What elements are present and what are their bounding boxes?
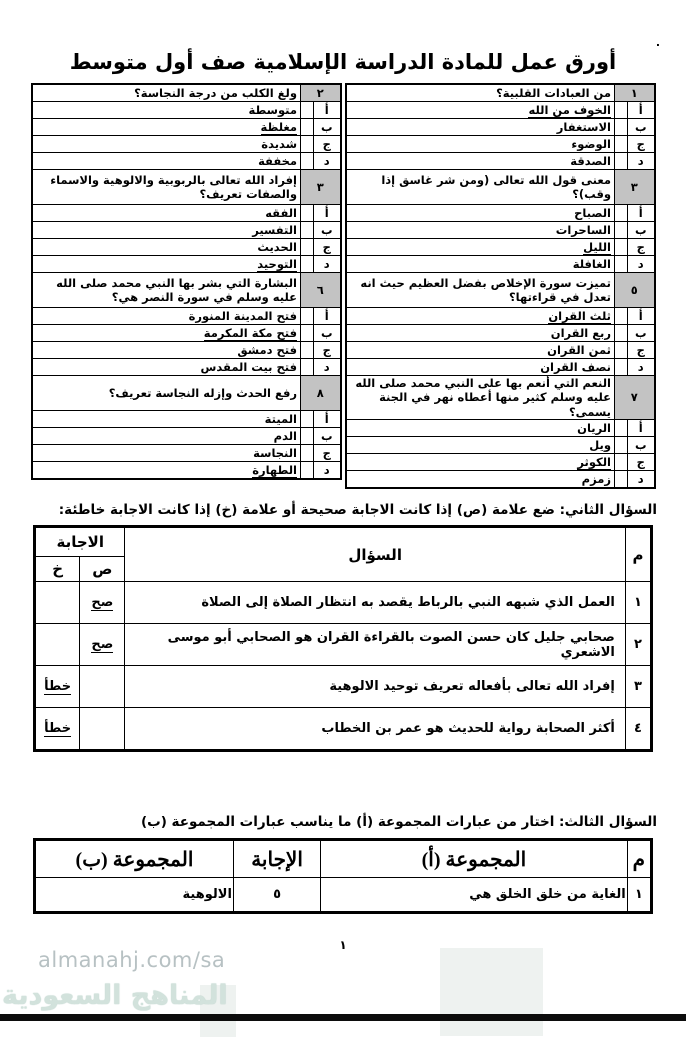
corner-mark: . [655, 36, 660, 49]
option-mark-cell [615, 454, 628, 471]
option-text-label: الاستغفار [556, 119, 611, 134]
option-text-label: مخففة [258, 153, 297, 168]
option-mark-cell [301, 153, 314, 170]
option-mark-cell [615, 153, 628, 170]
tf-mark-correct [80, 582, 125, 624]
option-letter: أ [628, 102, 655, 119]
question-number: ٢ [301, 84, 341, 102]
option-mark-cell [301, 308, 314, 325]
tf-header-correct: ص [80, 557, 125, 582]
option-mark-cell [301, 239, 314, 256]
option-letter: د [314, 153, 341, 170]
mcq-option-row [346, 471, 655, 489]
tf-row [35, 624, 652, 666]
option-text-label: الساحرات [555, 222, 611, 237]
mcq-table-left [31, 83, 342, 480]
mcq-question-row [32, 273, 341, 308]
option-letter: ب [314, 428, 341, 445]
section2-heading: السؤال الثاني: ضع علامة (ص) إذا كانت الاجابة صحيحة أو علامة (خ) إذا كانت الاجابة خاطئة: [58, 502, 657, 519]
option-text-label: التوحيد [257, 256, 297, 271]
option-text-label: الوضوء [571, 136, 611, 151]
option-letter: ج [314, 342, 341, 359]
option-mark-cell [301, 342, 314, 359]
question-number: ٣ [615, 170, 655, 205]
option-text [32, 411, 301, 428]
option-text [32, 325, 301, 342]
option-letter: ب [628, 222, 655, 239]
tf-mark-correct [80, 624, 125, 666]
option-text-label: فتح المدينة المنورة [188, 308, 297, 323]
option-text [32, 308, 301, 325]
option-mark-cell [615, 119, 628, 136]
mcq-option-row [346, 205, 655, 222]
option-letter: ج [314, 445, 341, 462]
tf-mark-wrong [35, 666, 80, 708]
tf-question-text: صحابي جليل كان حسن الصوت بالقراءة القران هو الصحابي أبو موسى الاشعري [125, 624, 625, 666]
tf-header-question: السؤال [125, 527, 625, 582]
section3-heading: السؤال الثالث: اختار من عبارات المجموعة (أ) ما يناسب عبارات المجموعة (ب) [140, 814, 657, 831]
mcq-option-row [32, 239, 341, 256]
option-text [32, 222, 301, 239]
match-row-number: ١ [627, 878, 651, 913]
option-text [32, 256, 301, 273]
option-text-label: مغلظة [260, 119, 297, 134]
question-number: ٣ [301, 170, 341, 205]
mcq-option-row [32, 256, 341, 273]
option-letter: ج [314, 239, 341, 256]
option-text [346, 102, 615, 119]
question-text: النعم التي أنعم بها على النبي محمد صلى الله عليه وسلم كثير منها أعطاه نهر في الجنة يسمى؟ [346, 376, 615, 420]
mcq-option-row [32, 462, 341, 480]
watermark-brand-logo: المناهج السعودية [2, 980, 228, 1011]
option-letter: ب [628, 325, 655, 342]
tf-mark-correct [80, 666, 125, 708]
option-mark-cell [615, 471, 628, 489]
option-text-label: النجاسة [253, 445, 297, 460]
question-number: ٦ [301, 273, 341, 308]
mcq-option-row [346, 153, 655, 170]
tf-header-answer: الاجابة [35, 527, 125, 557]
option-letter: ب [314, 325, 341, 342]
option-text-label: الصباح [574, 205, 611, 220]
mcq-table-right [345, 83, 656, 489]
option-letter: ب [314, 119, 341, 136]
option-text [32, 342, 301, 359]
option-text [346, 342, 615, 359]
tf-row-number: ٤ [625, 708, 651, 751]
mcq-option-row [346, 437, 655, 454]
option-mark-cell [615, 342, 628, 359]
tf-row [35, 666, 652, 708]
tf-mark-correct [80, 708, 125, 751]
option-text [346, 437, 615, 454]
option-mark-cell [615, 256, 628, 273]
option-text-label: ربع القران [550, 325, 611, 340]
match-answer-value: ٥ [233, 878, 320, 913]
option-mark-cell [615, 102, 628, 119]
tf-row [35, 582, 652, 624]
tf-mark-label: خطأ [44, 679, 72, 695]
match-header-group-b: المجموعة (ب) [35, 840, 234, 878]
option-mark-cell [615, 205, 628, 222]
mcq-option-row [346, 239, 655, 256]
option-mark-cell [615, 222, 628, 239]
option-text [32, 102, 301, 119]
tf-question-text: أكثر الصحابة رواية للحديث هو عمر بن الخطاب [125, 708, 625, 751]
tf-mark-wrong [35, 708, 80, 751]
option-text [32, 428, 301, 445]
question-text: من العبادات القلبية؟ [346, 84, 615, 102]
mcq-option-row [32, 119, 341, 136]
mcq-option-row [346, 256, 655, 273]
mcq-option-row [32, 359, 341, 376]
option-letter: د [628, 153, 655, 170]
option-text-label: ثمن القران [547, 342, 611, 357]
matching-table [33, 838, 653, 914]
option-mark-cell [301, 359, 314, 376]
mcq-option-row [32, 308, 341, 325]
option-text-label: الخوف من الله [528, 102, 611, 117]
tf-mark-label: خطأ [44, 721, 72, 737]
option-text [32, 153, 301, 170]
mcq-option-row [346, 420, 655, 437]
mcq-option-row [346, 342, 655, 359]
option-mark-cell [615, 437, 628, 454]
option-text [32, 136, 301, 153]
option-text-label: الصدقة [570, 153, 611, 168]
mcq-question-row [32, 170, 341, 205]
option-letter: أ [314, 205, 341, 222]
option-mark-cell [301, 428, 314, 445]
mcq-option-row [346, 325, 655, 342]
option-letter: ج [628, 136, 655, 153]
option-text-label: الحديث [257, 239, 297, 254]
question-number: ٧ [615, 376, 655, 420]
mcq-option-row [32, 153, 341, 170]
option-mark-cell [615, 325, 628, 342]
option-text-label: فتح بيت المقدس [200, 359, 297, 374]
option-text-label: الميتة [264, 411, 297, 426]
option-letter: د [314, 462, 341, 480]
option-text [32, 205, 301, 222]
question-text: ولغ الكلب من درجة النجاسة؟ [32, 84, 301, 102]
option-mark-cell [301, 445, 314, 462]
question-number: ٥ [615, 273, 655, 308]
option-text-label: زمزم [581, 471, 611, 486]
bottom-black-bar [0, 1014, 686, 1021]
option-text [346, 256, 615, 273]
option-letter: ج [628, 239, 655, 256]
mcq-question-row [346, 273, 655, 308]
mcq-option-row [346, 359, 655, 376]
option-letter: أ [314, 102, 341, 119]
option-letter: ب [314, 222, 341, 239]
option-text [346, 420, 615, 437]
tf-question-text: العمل الذي شبهه النبي بالرباط يقصد به انتظار الصلاة إلى الصلاة [125, 582, 625, 624]
option-letter: أ [628, 205, 655, 222]
option-text [346, 471, 615, 489]
option-letter: ب [628, 119, 655, 136]
tf-row [35, 708, 652, 751]
question-text: إفراد الله تعالى بالربوبية والالوهية والاسماء والصفات تعريف؟ [32, 170, 301, 205]
mcq-option-row [32, 222, 341, 239]
option-text-label: شديدة [261, 136, 297, 151]
option-text-label: الغافلة [572, 256, 611, 271]
option-mark-cell [615, 239, 628, 256]
mcq-option-row [346, 136, 655, 153]
option-mark-cell [301, 325, 314, 342]
option-mark-cell [615, 359, 628, 376]
mcq-option-row [32, 102, 341, 119]
mcq-option-row [346, 119, 655, 136]
option-text [346, 454, 615, 471]
option-mark-cell [301, 222, 314, 239]
question-text: رفع الحدث وإزله النجاسة تعريف؟ [32, 376, 301, 411]
tf-header-wrong: خ [35, 557, 80, 582]
option-mark-cell [615, 308, 628, 325]
option-text-label: الدم [273, 428, 297, 443]
match-row [35, 878, 652, 913]
option-letter: أ [628, 308, 655, 325]
option-text [32, 462, 301, 480]
option-mark-cell [301, 136, 314, 153]
option-text-label: الطهارة [252, 462, 297, 477]
option-mark-cell [615, 420, 628, 437]
option-text-label: التفسير [252, 222, 297, 237]
question-number: ١ [615, 84, 655, 102]
option-mark-cell [301, 102, 314, 119]
match-header-answer: الإجابة [233, 840, 320, 878]
option-letter: ج [628, 342, 655, 359]
option-mark-cell [615, 136, 628, 153]
option-text-label: ثلث القران [548, 308, 611, 323]
option-letter: أ [314, 411, 341, 428]
watermark-url-text: almanahj.com/sa [38, 948, 226, 972]
option-text [32, 239, 301, 256]
mcq-option-row [32, 411, 341, 428]
tf-row-number: ٢ [625, 624, 651, 666]
mcq-section [31, 83, 656, 489]
option-text-label: متوسطة [248, 102, 297, 117]
mcq-option-row [346, 102, 655, 119]
mcq-question-row [32, 376, 341, 411]
option-text [32, 445, 301, 462]
option-text [32, 359, 301, 376]
tf-mark-wrong [35, 624, 80, 666]
option-mark-cell [301, 205, 314, 222]
option-text [346, 308, 615, 325]
watermark-highlight-block [440, 948, 543, 1036]
option-letter: د [628, 359, 655, 376]
option-text [346, 153, 615, 170]
mcq-option-row [32, 136, 341, 153]
question-text: البشارة التي بشر بها النبي محمد صلى الله عليه وسلم في سورة النصر هي؟ [32, 273, 301, 308]
option-text-label: ويل [589, 437, 611, 452]
match-header-group-a: المجموعة (أ) [321, 840, 627, 878]
page-number: ١ [339, 938, 347, 952]
mcq-option-row [32, 205, 341, 222]
option-text-label: فتح مكة المكرمة [203, 325, 297, 340]
option-letter: د [314, 256, 341, 273]
option-text [346, 359, 615, 376]
option-text-label: الريان [577, 420, 611, 435]
tf-mark-wrong [35, 582, 80, 624]
tf-row-number: ٣ [625, 666, 651, 708]
option-letter: د [314, 359, 341, 376]
mcq-question-row [346, 376, 655, 420]
option-text [346, 136, 615, 153]
mcq-option-row [32, 342, 341, 359]
option-mark-cell [301, 256, 314, 273]
mcq-option-row [32, 325, 341, 342]
tf-header-number: م [625, 527, 651, 582]
mcq-option-row [346, 454, 655, 471]
option-text [346, 205, 615, 222]
mcq-option-row [32, 428, 341, 445]
option-text [346, 119, 615, 136]
option-letter: ب [628, 437, 655, 454]
option-letter: ج [314, 136, 341, 153]
option-text-label: الليل [583, 239, 611, 254]
mcq-option-row [346, 308, 655, 325]
tf-question-text: إفراد الله تعالى بأفعاله تعريف توحيد الالوهية [125, 666, 625, 708]
option-text [346, 325, 615, 342]
option-text [346, 222, 615, 239]
option-letter: أ [628, 420, 655, 437]
option-text-label: الفقه [265, 205, 297, 220]
question-number: ٨ [301, 376, 341, 411]
option-letter: ج [628, 454, 655, 471]
tf-mark-label: صح [91, 637, 114, 653]
option-text-label: فتح دمشق [237, 342, 297, 357]
page-title: أورق عمل للمادة الدراسة الإسلامية صف أول متوسط [69, 50, 617, 74]
option-text [346, 239, 615, 256]
match-group-a-text: الغاية من خلق الخلق هي [321, 878, 627, 913]
option-letter: د [628, 471, 655, 489]
tf-row-number: ١ [625, 582, 651, 624]
mcq-option-row [346, 222, 655, 239]
option-mark-cell [301, 119, 314, 136]
mcq-question-row [346, 84, 655, 102]
option-letter: أ [314, 308, 341, 325]
option-letter: د [628, 256, 655, 273]
question-text: معنى قول الله تعالى (ومن شر غاسق إذا وقب)؟ [346, 170, 615, 205]
match-group-b-text: الالوهية [35, 878, 234, 913]
option-mark-cell [301, 411, 314, 428]
mcq-question-row [346, 170, 655, 205]
mcq-option-row [32, 445, 341, 462]
option-text [32, 119, 301, 136]
option-mark-cell [301, 462, 314, 480]
tf-mark-label: صح [91, 595, 114, 611]
mcq-question-row [32, 84, 341, 102]
option-text-label: الكوثر [577, 454, 611, 469]
question-text: تميزت سورة الإخلاص بفضل العظيم حيث انه تعدل في قراءتها؟ [346, 273, 615, 308]
true-false-table [33, 525, 653, 752]
match-header-number: م [627, 840, 651, 878]
option-text-label: نصف القران [540, 359, 611, 374]
